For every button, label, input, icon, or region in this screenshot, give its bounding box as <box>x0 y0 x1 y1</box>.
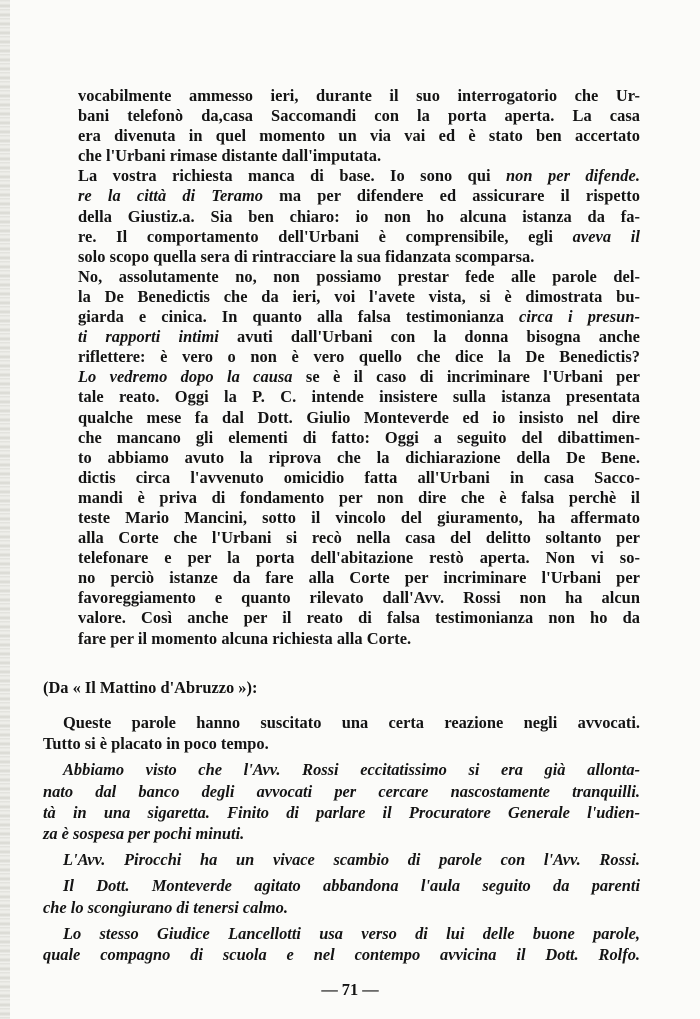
italic-text-span: Lo vedremo dopo la causa <box>78 367 293 387</box>
main-text-block <box>78 86 640 649</box>
italic-text-span: circa i presun- <box>519 307 640 327</box>
text-line: qualche mese fa dal Dott. Giulio Monteverde ed io insisto nel dire <box>78 407 640 427</box>
text-line: mandi è priva di fondamento per non dire che è falsa perchè il <box>78 487 640 507</box>
text-span: se è il caso di incriminare l'Urbani per <box>292 367 640 387</box>
text-line: vocabilmente ammesso ieri, durante il suo interrogatorio che Ur- <box>78 86 640 105</box>
page-number: — 71 — <box>321 980 379 999</box>
italic-text-line: che lo scongiurano di tenersi calmo. <box>43 897 288 917</box>
text-line <box>78 227 640 247</box>
text-line: valore. Così anche per il reato di falsa testimonianza non ho da <box>78 608 640 628</box>
italic-text-span: re la città di Teramo <box>78 186 263 206</box>
text-line: la De Benedictis che da ieri, voi l'avete vista, si è dimostrata bu- <box>78 286 640 306</box>
text-line: della Giustiz.a. Sia ben chiaro: io non ho alcuna istanza da fa- <box>78 206 640 226</box>
text-line: riflettere: è vero o non è vero quello che dice la De Benedictis? <box>78 347 640 367</box>
page-binding-edge <box>0 0 10 1019</box>
text-line: No, assolutamente no, non possiamo prestar fede alle parole del- <box>78 266 640 286</box>
italic-text-line: Il Dott. Monteverde agitato abbandona l'aula seguito da parenti <box>63 876 640 896</box>
text-line <box>78 307 640 327</box>
text-line: bani telefonò da,casa Saccomandi con la porta aperta. La casa <box>78 106 640 126</box>
text-line <box>78 367 640 387</box>
italic-text-line: Lo stesso Giudice Lancellotti usa verso di lui delle buone parole, <box>63 923 640 943</box>
text-line <box>78 327 640 347</box>
text-line: tale reato. Oggi la P. C. intende insistere sulla istanza presentata <box>78 387 640 407</box>
text-line: era divenuta in quel momento un via vai ed è stato ben accertato <box>78 126 640 146</box>
text-span: giarda e cinica. In quanto alla falsa testimonianza <box>78 307 520 327</box>
text-line: to abbiamo avuto la riprova che la dichiarazione della De Bene. <box>78 447 640 467</box>
italic-text-span: non per difende. <box>506 166 641 186</box>
source-heading: (Da « Il Mattino d'Abruzzo »): <box>43 678 258 697</box>
text-line <box>78 166 640 186</box>
text-line: Tutto si è placato in poco tempo. <box>43 734 269 754</box>
newspaper-quote-block <box>43 712 640 965</box>
italic-text-line: nato dal banco degli avvocati per cercare nascostamente tranquilli. <box>43 781 640 801</box>
italic-text-span: aveva il <box>572 226 640 246</box>
text-span: re. Il comportamento dell'Urbani è comprensibile, egli <box>78 226 573 246</box>
text-line: Queste parole hanno suscitato una certa reazione negli avvocati. <box>63 713 640 732</box>
text-span: La vostra richiesta manca di base. Io sono qui <box>78 166 507 186</box>
text-line: no perciò istanze da fare alla Corte per incriminare l'Urbani per <box>78 568 640 588</box>
text-line: solo scopo quella sera di rintracciare la sua fidanzata scomparsa. <box>78 246 535 266</box>
text-line: favoreggiamento e quanto rilevato dall'Avv. Rossi non ha alcun <box>78 588 640 608</box>
italic-text-line: L'Avv. Pirocchi ha un vivace scambio di parole con l'Avv. Rossi. <box>63 850 640 870</box>
text-line: teste Mario Mancini, sotto il vincolo del giuramento, ha affermato <box>78 507 640 527</box>
text-span: avuti dall'Urbani con la donna bisogna anche <box>218 327 640 347</box>
text-line: che mancano gli elementi di fatto: Oggi a seguito del dibattimen- <box>78 427 640 447</box>
text-line: telefonare e per la porta dell'abitazione restò aperta. Non vi so- <box>78 548 640 568</box>
text-line <box>78 186 640 206</box>
text-line: fare per il momento alcuna richiesta alla Corte. <box>78 628 412 648</box>
text-line: che l'Urbani rimase distante dall'imputata. <box>78 146 382 166</box>
italic-text-span: ti rapporti intimi <box>78 327 219 347</box>
text-span: ma per difendere ed assicurare il rispetto <box>263 186 640 206</box>
italic-text-line: Abbiamo visto che l'Avv. Rossi eccitatissimo si era già allonta- <box>63 760 640 780</box>
text-line: dictis circa l'avvenuto omicidio fatta all'Urbani in casa Sacco- <box>78 467 640 487</box>
text-line: alla Corte che l'Urbani si recò nella casa del delitto soltanto per <box>78 528 640 548</box>
italic-text-line: tà in una sigaretta. Finito di parlare il Procuratore Generale l'udien- <box>43 802 640 822</box>
italic-text-line: za è sospesa per pochi minuti. <box>43 824 245 844</box>
italic-text-line: quale compagno di scuola e nel contempo avvicina il Dott. Rolfo. <box>43 945 640 965</box>
